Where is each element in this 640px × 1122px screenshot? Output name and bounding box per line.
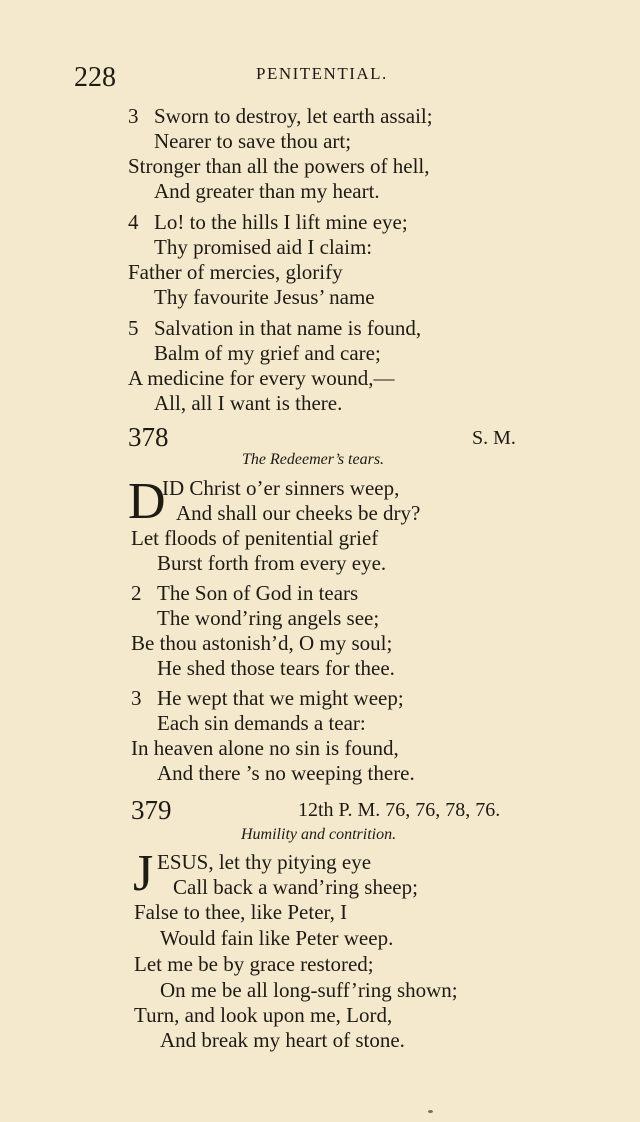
page-number: 228 [74, 62, 116, 93]
verse-line: Nearer to save thou art; [154, 129, 352, 153]
verse-line: Would fain like Peter weep. [160, 926, 394, 950]
verse-line: Lo! to the hills I lift mine eye; [154, 210, 408, 234]
verse-line: And shall our cheeks be dry? [176, 501, 421, 525]
hymn-378-drop-cap: D [128, 473, 166, 530]
hymn-379-number: 379 [131, 795, 172, 825]
stanza-number: 4 [128, 210, 139, 234]
verse-line: Balm of my grief and care; [154, 341, 381, 365]
running-head: PENITENTIAL. [256, 64, 388, 83]
hymn-378-meter: S. M. [472, 427, 516, 449]
verse-line: Be thou astonish’d, O my soul; [131, 631, 393, 655]
verse-line: False to thee, like Peter, I [134, 900, 348, 924]
stanza-number: 3 [128, 104, 139, 128]
stanza-4-line-1 [128, 212, 408, 233]
verse-line: Salvation in that name is found, [154, 316, 422, 340]
verse-line: And break my heart of stone. [160, 1028, 405, 1052]
stanza-number: 5 [128, 316, 139, 340]
hymn-378-stanza-2-line-1 [131, 583, 358, 604]
verse-line: Stronger than all the powers of hell, [128, 154, 430, 178]
verse-line: The wond’ring angels see; [157, 606, 380, 630]
verse-line: ESUS, let thy pitying eye [157, 850, 372, 874]
hymn-378-title: The Redeemer’s tears. [242, 451, 385, 468]
verse-line: He shed those tears for thee. [157, 656, 395, 680]
verse-line: In heaven alone no sin is found, [131, 736, 399, 760]
verse-line: Let me be by grace restored; [134, 952, 374, 976]
verse-line: And greater than my heart. [154, 179, 380, 203]
hymn-379-meter: 12th P. M. 76, 76, 78, 76. [298, 799, 501, 821]
paper-speck [428, 1110, 433, 1113]
verse-line: And there ’s no weeping there. [157, 761, 415, 785]
hymn-379-drop-cap: J [133, 845, 154, 902]
verse-line: Thy promised aid I claim: [154, 235, 373, 259]
verse-line: He wept that we might weep; [157, 686, 404, 710]
verse-line: Burst forth from every eye. [157, 551, 387, 575]
verse-line: Let floods of penitential grief [131, 526, 379, 550]
verse-line: The Son of God in tears [157, 581, 359, 605]
stanza-3-line-1 [128, 106, 433, 127]
verse-line: Turn, and look upon me, Lord, [134, 1003, 393, 1027]
verse-line: Sworn to destroy, let earth assail; [154, 104, 433, 128]
verse-line: A medicine for every wound,— [128, 366, 395, 390]
verse-line: Father of mercies, glorify [128, 260, 343, 284]
stanza-number: 3 [131, 686, 142, 710]
stanza-number: 2 [131, 581, 142, 605]
hymn-379-title: Humility and contrition. [241, 826, 397, 843]
hymn-378-number: 378 [128, 422, 169, 452]
stanza-5-line-1 [128, 318, 421, 339]
verse-line: Thy favourite Jesus’ name [154, 285, 375, 309]
verse-line: Call back a wand’ring sheep; [173, 875, 418, 899]
verse-line: All, all I want is there. [154, 391, 343, 415]
verse-line: On me be all long-suff’ring shown; [160, 978, 458, 1002]
hymn-378-stanza-3-line-1 [131, 688, 404, 709]
verse-line: Each sin demands a tear: [157, 711, 366, 735]
verse-line: ID Christ o’er sinners weep, [162, 476, 400, 500]
